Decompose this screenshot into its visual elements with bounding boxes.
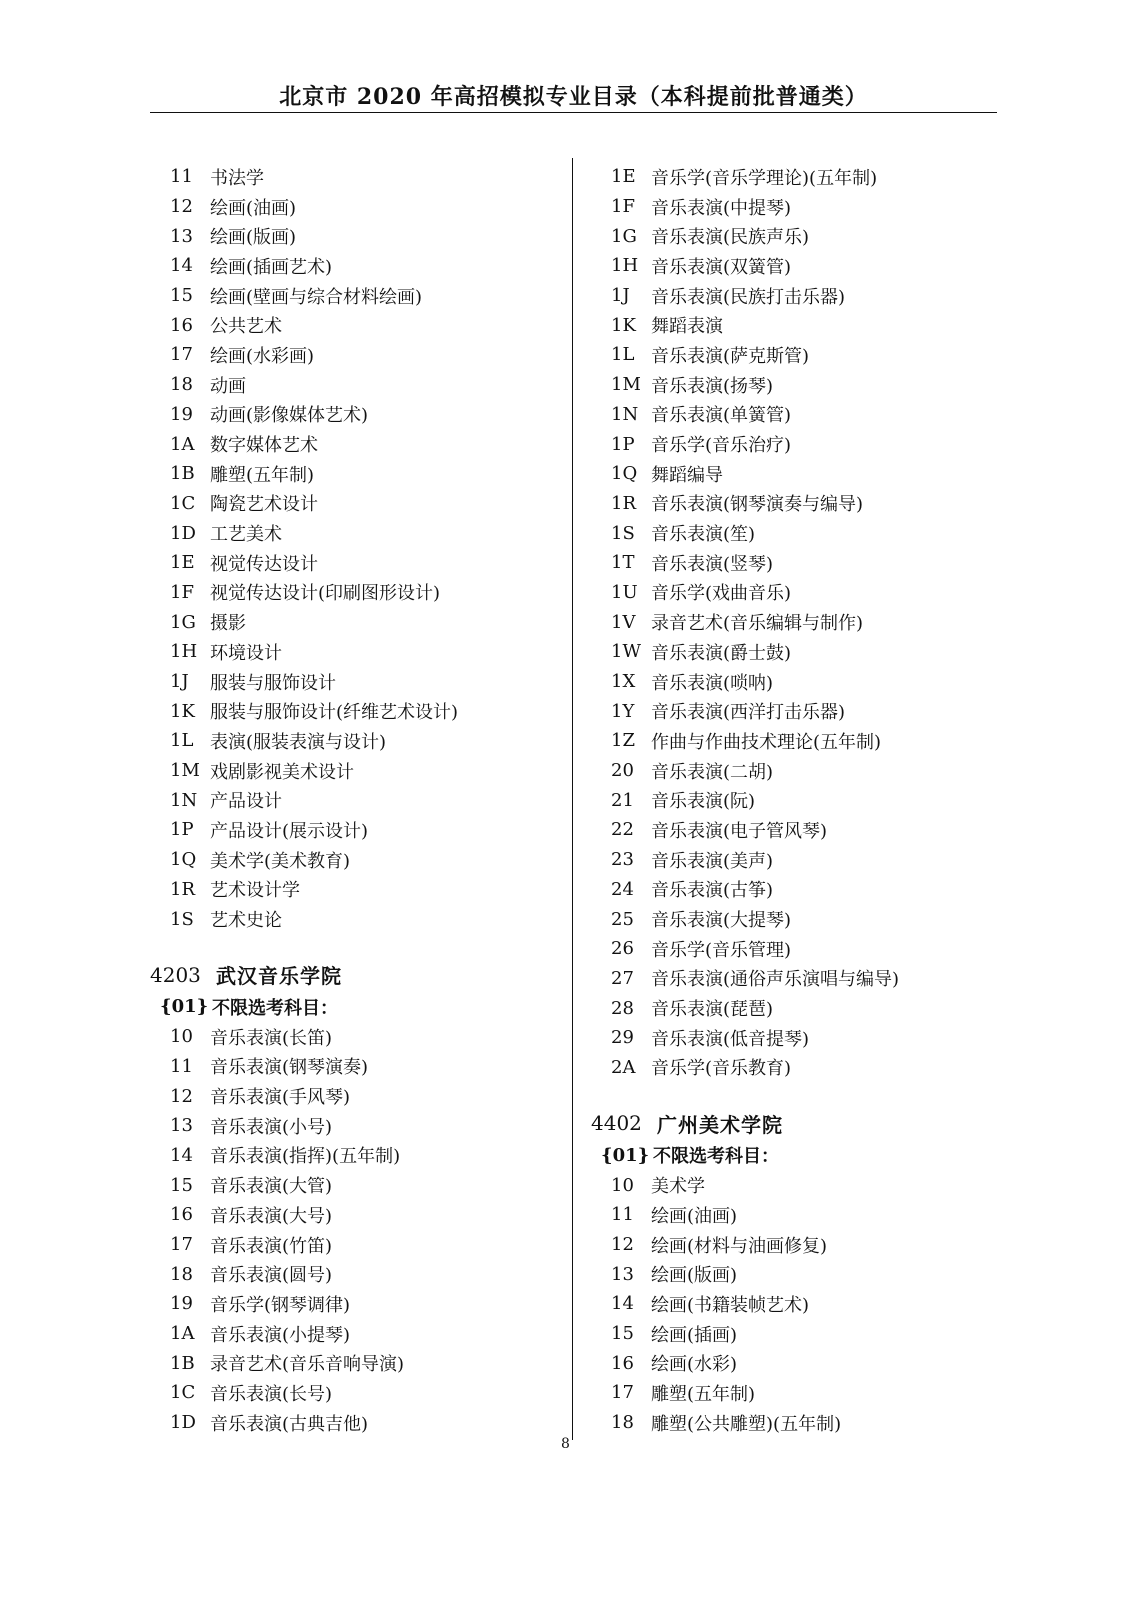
major-code: 1M — [611, 374, 641, 396]
list-item — [150, 578, 565, 608]
major-code: 1C — [170, 492, 196, 514]
major-code: 1D — [170, 522, 196, 544]
major-code: 29 — [611, 1027, 634, 1049]
list-item — [591, 815, 1011, 845]
major-name: 音乐表演(低音提琴) — [651, 1028, 810, 1050]
major-name: 服装与服饰设计(纤维艺术设计) — [210, 702, 459, 724]
list-item — [150, 1230, 565, 1260]
major-name: 作曲与作曲技术理论(五年制) — [651, 731, 882, 753]
list-item — [591, 1023, 1011, 1053]
major-code: 1Q — [170, 849, 197, 871]
major-name: 舞蹈编导 — [651, 464, 723, 486]
major-name: 雕塑(公共雕塑)(五年制) — [651, 1413, 842, 1435]
school-code: 4203 — [150, 962, 201, 987]
major-code: 1R — [170, 878, 196, 900]
list-item — [591, 1348, 1011, 1378]
major-code: 11 — [611, 1204, 634, 1226]
major-code: 13 — [170, 225, 193, 247]
major-name: 绘画(书籍装帧艺术) — [651, 1294, 810, 1316]
major-name: 数字媒体艺术 — [210, 435, 318, 457]
major-name: 音乐表演(圆号) — [210, 1265, 333, 1287]
major-name: 陶瓷艺术设计 — [210, 494, 318, 516]
page-title: 北京市 2020 年高招模拟专业目录（本科提前批普通类） — [279, 84, 868, 110]
major-code: 1H — [611, 255, 639, 277]
major-name: 音乐学(音乐治疗) — [651, 435, 792, 457]
major-code: 17 — [170, 1234, 193, 1256]
major-name: 音乐表演(民族打击乐器) — [651, 286, 846, 308]
major-name: 摄影 — [210, 613, 246, 635]
list-item — [150, 459, 565, 489]
major-name: 音乐表演(钢琴演奏) — [210, 1057, 369, 1079]
major-name: 绘画(水彩) — [651, 1354, 738, 1376]
list-item — [150, 1022, 565, 1052]
list-item — [591, 726, 1011, 756]
list-item — [591, 964, 1011, 994]
school-code: 4402 — [591, 1111, 642, 1136]
major-code: 1Z — [611, 730, 635, 752]
major-code: 1J — [170, 671, 189, 693]
major-name: 绘画(油画) — [210, 197, 297, 219]
major-name: 音乐表演(西洋打击乐器) — [651, 702, 846, 724]
major-name: 音乐表演(琵琶) — [651, 999, 774, 1021]
left-column — [150, 162, 565, 1438]
major-code: 1L — [611, 344, 635, 366]
list-item — [150, 310, 565, 340]
major-name: 音乐表演(阮) — [651, 791, 756, 813]
major-name: 音乐表演(萨克斯管) — [651, 345, 810, 367]
major-code: 1L — [170, 730, 194, 752]
major-code: 1F — [611, 196, 635, 218]
major-code: 1B — [170, 463, 195, 485]
major-code: 22 — [611, 819, 634, 841]
major-name: 绘画(油画) — [651, 1205, 738, 1227]
list-item — [591, 459, 1011, 489]
list-item — [591, 845, 1011, 875]
school-heading — [591, 1106, 1011, 1140]
major-code: 1R — [611, 492, 637, 514]
major-name: 录音艺术(音乐编辑与制作) — [651, 613, 864, 635]
major-code: 1H — [170, 641, 198, 663]
major-code: 18 — [611, 1412, 634, 1434]
list-item — [591, 756, 1011, 786]
list-item — [591, 400, 1011, 430]
major-code: 1M — [170, 760, 200, 782]
list-item — [150, 192, 565, 222]
major-name: 音乐表演(古筝) — [651, 880, 774, 902]
major-name: 环境设计 — [210, 642, 282, 664]
list-item — [150, 726, 565, 756]
major-name: 音乐表演(笙) — [651, 524, 756, 546]
list-item — [591, 1289, 1011, 1319]
major-code: 1X — [611, 671, 636, 693]
list-item — [591, 1319, 1011, 1349]
major-name: 表演(服装表演与设计) — [210, 731, 387, 753]
list-item — [150, 875, 565, 905]
list-item — [591, 934, 1011, 964]
major-code: 10 — [611, 1174, 634, 1196]
major-code: 1W — [611, 641, 641, 663]
list-item — [150, 696, 565, 726]
major-name: 绘画(插画) — [651, 1324, 738, 1346]
major-code: 1A — [170, 1323, 195, 1345]
list-item — [150, 1200, 565, 1230]
major-name: 音乐表演(钢琴演奏与编导) — [651, 494, 864, 516]
major-name: 音乐表演(单簧管) — [651, 405, 792, 427]
list-item — [591, 875, 1011, 905]
major-code: 12 — [611, 1234, 634, 1256]
list-item — [591, 1408, 1011, 1438]
list-item — [591, 370, 1011, 400]
list-item — [150, 607, 565, 637]
major-code: 1D — [170, 1412, 196, 1434]
major-code: 1P — [611, 433, 635, 455]
major-name: 美术学 — [651, 1176, 705, 1198]
major-code: 19 — [170, 403, 193, 425]
list-item — [591, 904, 1011, 934]
major-name: 音乐表演(手风琴) — [210, 1087, 351, 1109]
major-code: 24 — [611, 878, 634, 900]
list-item — [591, 221, 1011, 251]
list-item — [150, 221, 565, 251]
major-name: 艺术史论 — [210, 910, 282, 932]
list-item — [591, 518, 1011, 548]
list-item — [591, 310, 1011, 340]
list-item — [150, 815, 565, 845]
major-name: 书法学 — [210, 167, 264, 189]
list-item — [150, 518, 565, 548]
page-number: 8 — [561, 1436, 570, 1452]
major-name: 音乐学(戏曲音乐) — [651, 583, 792, 605]
major-name: 动画 — [210, 375, 246, 397]
major-name: 绘画(水彩画) — [210, 345, 315, 367]
major-name: 戏剧影视美术设计 — [210, 761, 354, 783]
list-item — [591, 192, 1011, 222]
major-name: 音乐表演(扬琴) — [651, 375, 774, 397]
list-item — [150, 400, 565, 430]
major-code: 1K — [611, 314, 636, 336]
major-code: 17 — [170, 344, 193, 366]
major-code: 21 — [611, 789, 634, 811]
major-name: 音乐表演(二胡) — [651, 761, 774, 783]
school-name: 武汉音乐学院 — [216, 964, 342, 989]
list-item — [591, 548, 1011, 578]
major-code: 10 — [170, 1026, 193, 1048]
list-item — [591, 1170, 1011, 1200]
major-name: 雕塑(五年制) — [210, 464, 315, 486]
list-item — [150, 1289, 565, 1319]
list-item — [150, 370, 565, 400]
major-name: 音乐表演(长号) — [210, 1383, 333, 1405]
list-item — [150, 1259, 565, 1289]
major-code: 12 — [170, 1085, 193, 1107]
major-code: 11 — [170, 1055, 193, 1077]
list-item — [150, 162, 565, 192]
list-item — [150, 667, 565, 697]
major-code: 15 — [170, 285, 193, 307]
list-item — [150, 429, 565, 459]
major-code: 27 — [611, 967, 634, 989]
major-code: 1P — [170, 819, 194, 841]
list-item — [150, 1052, 565, 1082]
major-name: 绘画(版画) — [210, 227, 297, 249]
group-code: {01} — [160, 996, 209, 1018]
major-name: 绘画(版画) — [651, 1265, 738, 1287]
major-code: 18 — [170, 1263, 193, 1285]
major-code: 1V — [611, 611, 636, 633]
major-code: 18 — [170, 374, 193, 396]
list-item — [150, 1081, 565, 1111]
major-name: 音乐表演(电子管风琴) — [651, 820, 828, 842]
group-label: 不限选考科目： — [212, 997, 338, 1019]
major-name: 音乐学(音乐学理论)(五年制) — [651, 167, 878, 189]
major-name: 音乐表演(通俗声乐演唱与编导) — [651, 969, 900, 991]
major-code: 1K — [170, 700, 195, 722]
column-divider — [572, 158, 573, 1440]
subject-group — [150, 992, 565, 1022]
major-code: 14 — [170, 255, 193, 277]
major-code: 16 — [611, 1352, 634, 1374]
major-code: 1A — [170, 433, 195, 455]
list-item — [591, 340, 1011, 370]
list-item — [150, 1111, 565, 1141]
list-item — [150, 637, 565, 667]
major-code: 1C — [170, 1382, 196, 1404]
major-code: 1J — [611, 285, 630, 307]
major-code: 1E — [170, 552, 195, 574]
major-name: 音乐学(音乐教育) — [651, 1058, 792, 1080]
major-code: 1B — [170, 1352, 195, 1374]
major-code: 1G — [170, 611, 196, 633]
major-code: 11 — [170, 166, 193, 188]
major-name: 音乐表演(小提琴) — [210, 1324, 351, 1346]
major-name: 音乐表演(民族声乐) — [651, 227, 810, 249]
list-item — [591, 162, 1011, 192]
major-name: 服装与服饰设计 — [210, 672, 336, 694]
major-code: 13 — [611, 1263, 634, 1285]
major-name: 公共艺术 — [210, 316, 282, 338]
major-code: 16 — [170, 314, 193, 336]
list-item — [591, 489, 1011, 519]
header-rule — [150, 112, 997, 113]
list-item — [150, 1408, 565, 1438]
major-name: 音乐表演(大号) — [210, 1205, 333, 1227]
list-item — [591, 1259, 1011, 1289]
list-item — [591, 251, 1011, 281]
list-item — [150, 251, 565, 281]
major-code: 1Y — [611, 700, 635, 722]
major-name: 音乐表演(大管) — [210, 1176, 333, 1198]
major-code: 26 — [611, 938, 634, 960]
school-heading — [150, 958, 565, 992]
list-item — [150, 1348, 565, 1378]
major-code: 28 — [611, 997, 634, 1019]
major-name: 音乐表演(大提琴) — [651, 910, 792, 932]
major-code: 1S — [170, 908, 194, 930]
major-name: 音乐表演(指挥)(五年制) — [210, 1146, 401, 1168]
list-item — [591, 281, 1011, 311]
group-label: 不限选考科目： — [653, 1146, 779, 1168]
major-code: 15 — [611, 1323, 634, 1345]
list-item — [591, 637, 1011, 667]
major-name: 音乐表演(小号) — [210, 1116, 333, 1138]
list-item — [591, 1230, 1011, 1260]
major-code: 1F — [170, 581, 194, 603]
major-code: 1N — [611, 403, 639, 425]
major-code: 23 — [611, 849, 634, 871]
major-name: 音乐表演(美声) — [651, 850, 774, 872]
list-item — [591, 667, 1011, 697]
major-name: 产品设计 — [210, 791, 282, 813]
list-item — [150, 340, 565, 370]
list-item — [150, 756, 565, 786]
major-code: 1S — [611, 522, 635, 544]
major-code: 13 — [170, 1115, 193, 1137]
major-name: 工艺美术 — [210, 524, 282, 546]
major-name: 音乐表演(竖琴) — [651, 553, 774, 575]
right-column — [591, 162, 1011, 1438]
major-name: 音乐表演(中提琴) — [651, 197, 792, 219]
list-item — [591, 429, 1011, 459]
major-code: 17 — [611, 1382, 634, 1404]
list-item — [591, 1200, 1011, 1230]
list-item — [150, 489, 565, 519]
major-code: 15 — [170, 1174, 193, 1196]
major-code: 2A — [611, 1056, 636, 1078]
major-code: 1G — [611, 225, 637, 247]
group-code: {01} — [601, 1144, 650, 1166]
major-name: 绘画(壁画与综合材料绘画) — [210, 286, 423, 308]
major-name: 音乐表演(双簧管) — [651, 256, 792, 278]
list-item — [591, 1378, 1011, 1408]
school-name: 广州美术学院 — [657, 1112, 783, 1137]
major-code: 14 — [611, 1293, 634, 1315]
major-name: 雕塑(五年制) — [651, 1383, 756, 1405]
list-item — [150, 1319, 565, 1349]
major-name: 绘画(插画艺术) — [210, 256, 333, 278]
major-code: 14 — [170, 1144, 193, 1166]
list-item — [591, 1053, 1011, 1083]
subject-group — [591, 1140, 1011, 1170]
major-name: 音乐表演(爵士鼓) — [651, 642, 792, 664]
major-name: 视觉传达设计 — [210, 553, 318, 575]
major-code: 19 — [170, 1293, 193, 1315]
list-item — [150, 1141, 565, 1171]
major-name: 音乐表演(竹笛) — [210, 1235, 333, 1257]
list-item — [150, 281, 565, 311]
list-item — [591, 607, 1011, 637]
major-name: 音乐表演(长笛) — [210, 1027, 333, 1049]
major-code: 1E — [611, 166, 636, 188]
list-item — [150, 845, 565, 875]
list-item — [591, 993, 1011, 1023]
major-name: 视觉传达设计(印刷图形设计) — [210, 583, 441, 605]
major-name: 艺术设计学 — [210, 880, 300, 902]
list-item — [150, 785, 565, 815]
major-code: 20 — [611, 760, 634, 782]
major-name: 美术学(美术教育) — [210, 850, 351, 872]
major-name: 绘画(材料与油画修复) — [651, 1235, 828, 1257]
major-name: 音乐表演(唢呐) — [651, 672, 774, 694]
major-name: 音乐学(音乐管理) — [651, 939, 792, 961]
major-code: 16 — [170, 1204, 193, 1226]
section-gap — [150, 934, 565, 958]
major-code: 12 — [170, 196, 193, 218]
list-item — [150, 904, 565, 934]
list-item — [150, 548, 565, 578]
major-code: 25 — [611, 908, 634, 930]
major-name: 动画(影像媒体艺术) — [210, 405, 369, 427]
major-code: 1Q — [611, 463, 638, 485]
major-name: 音乐学(钢琴调律) — [210, 1294, 351, 1316]
major-name: 录音艺术(音乐音响导演) — [210, 1354, 405, 1376]
major-code: 1N — [170, 789, 198, 811]
section-gap — [591, 1082, 1011, 1106]
major-name: 产品设计(展示设计) — [210, 820, 369, 842]
list-item — [150, 1170, 565, 1200]
major-name: 舞蹈表演 — [651, 316, 723, 338]
major-name: 音乐表演(古典吉他) — [210, 1413, 369, 1435]
list-item — [591, 578, 1011, 608]
list-item — [591, 696, 1011, 726]
list-item — [591, 785, 1011, 815]
major-code: 1U — [611, 581, 638, 603]
major-code: 1T — [611, 552, 635, 574]
list-item — [150, 1378, 565, 1408]
